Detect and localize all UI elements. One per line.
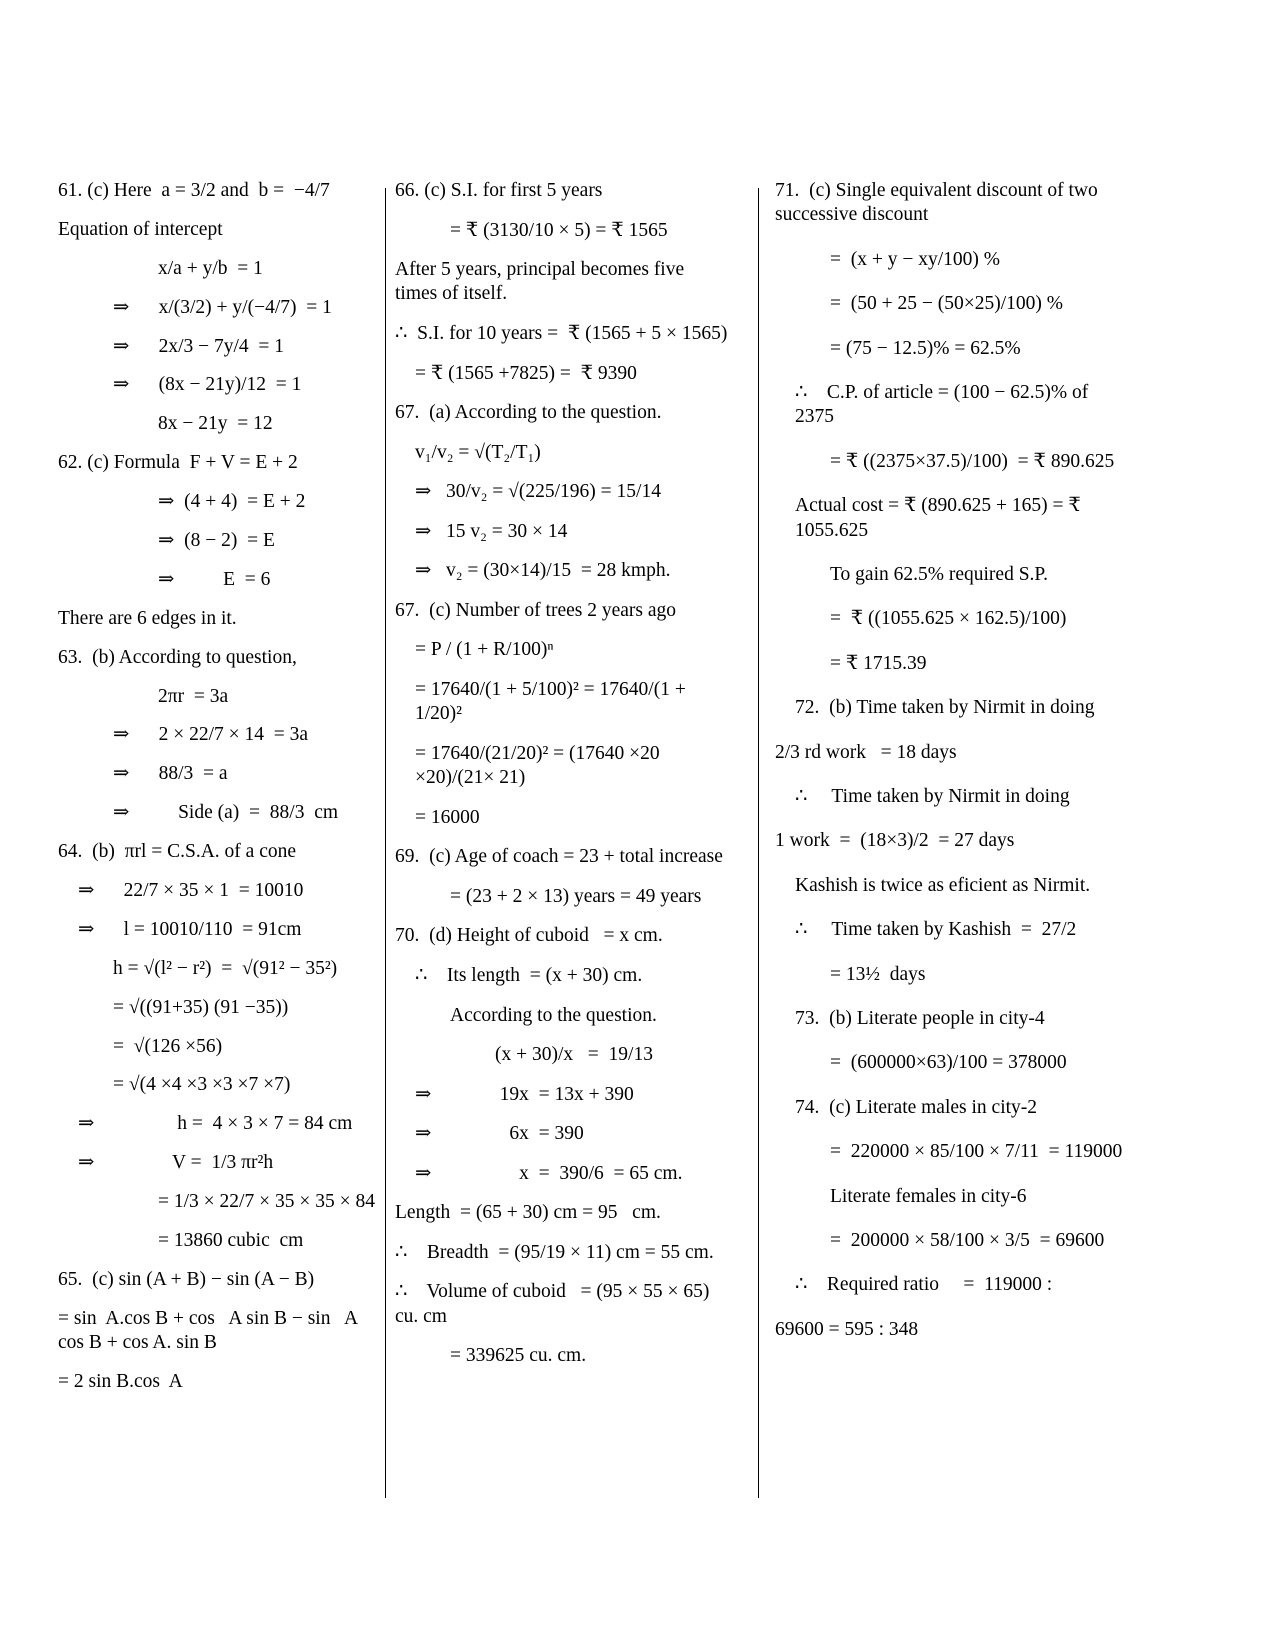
solution-line: 67. (c) Number of trees 2 years ago — [395, 599, 677, 621]
answer-column-3 — [775, 175, 1135, 1362]
solution-line: ⇒ 19x = 13x + 390 — [415, 1083, 634, 1105]
solution-line: = ₹ 1715.39 — [830, 652, 927, 674]
solution-line: = P / (1 + R/100)ⁿ — [415, 639, 554, 661]
solution-line: = ₹ ((2375×37.5)/100) = ₹ 890.625 — [830, 450, 1115, 472]
solution-line: ⇒ 2 × 22/7 × 14 = 3a — [113, 724, 309, 746]
solution-line: = ₹ ((1055.625 × 162.5)/100) — [830, 608, 1067, 630]
solution-line: ⇒ 6x = 390 — [415, 1123, 584, 1145]
solution-line: = 2 sin B.cos A — [58, 1371, 183, 1393]
solution-line: = 17640/(1 + 5/100)² = 17640/(1 + 1/20)² — [415, 678, 691, 725]
solution-line: 2/3 rd work = 18 days — [775, 741, 957, 763]
solution-line: = ₹ (3130/10 × 5) = ₹ 1565 — [450, 219, 668, 241]
solution-line: x/a + y/b = 1 — [158, 257, 263, 279]
solution-line: ⇒ h = 4 × 3 × 7 = 84 cm — [78, 1113, 353, 1135]
solution-line: ⇒ (8x − 21y)/12 = 1 — [113, 374, 302, 396]
solution-line: = ₹ (1565 +7825) = ₹ 9390 — [415, 362, 637, 384]
solution-line: ⇒ x = 390/6 = 65 cm. — [415, 1162, 683, 1184]
solution-line: Literate females in city-6 — [830, 1185, 1027, 1207]
solution-line: = 1/3 × 22/7 × 35 × 35 × 84 — [158, 1191, 375, 1213]
solution-line: = sin A.cos B + cos A sin B − sin A cos B + cos A. sin B — [58, 1307, 362, 1354]
solution-line: ⇒ (4 + 4) = E + 2 — [158, 491, 306, 513]
solution-line: 73. (b) Literate people in city-4 — [795, 1008, 1045, 1030]
solution-line: h = √(l² − r²) = √(91² − 35²) — [113, 957, 338, 979]
solution-line: 63. (b) According to question, — [58, 646, 297, 668]
solution-line: = √(126 ×56) — [113, 1035, 223, 1057]
solution-line: 67. (a) According to the question. — [395, 402, 662, 424]
solution-line: = (x + y − xy/100) % — [830, 248, 1001, 270]
solution-line: ⇒ Side (a) = 88/3 cm — [113, 802, 339, 824]
answer-column-1 — [58, 175, 378, 1409]
answer-column-2 — [395, 175, 730, 1384]
solution-line: 72. (b) Time taken by Nirmit in doing — [795, 697, 1095, 719]
solution-line: ⇒ E = 6 — [158, 568, 271, 590]
solution-line: ⇒ (8 − 2) = E — [158, 530, 275, 552]
solution-line: 70. (d) Height of cuboid = x cm. — [395, 925, 663, 947]
solution-line: = 13860 cubic cm — [158, 1230, 304, 1252]
solution-line: = (23 + 2 × 13) years = 49 years — [450, 885, 702, 907]
solution-line: = 17640/(21/20)² = (17640 ×20 ×20)/(21× 21) — [415, 742, 665, 789]
column-divider-2 — [758, 188, 759, 1498]
solution-line: ∴ Volume of cuboid = (95 × 55 × 65) cu. cm — [395, 1281, 720, 1327]
solution-line: ⇒ v₂ = (30×14)/15 = 28 kmph. — [415, 560, 671, 582]
solution-line: = 200000 × 58/100 × 3/5 = 69600 — [830, 1230, 1105, 1252]
solution-line: = (75 − 12.5)% = 62.5% — [830, 337, 1021, 359]
solution-line: ⇒ 2x/3 − 7y/4 = 1 — [113, 335, 285, 357]
solution-line: 2πr = 3a — [158, 685, 229, 707]
solution-line: 74. (c) Literate males in city-2 — [795, 1096, 1038, 1118]
solution-line: = 220000 × 85/100 × 7/11 = 119000 — [830, 1141, 1123, 1163]
solution-line: ⇒ 15 v₂ = 30 × 14 — [415, 520, 568, 542]
solution-line: 8x − 21y = 12 — [158, 413, 273, 435]
solution-line: After 5 years, principal becomes five times of itself. — [395, 259, 690, 305]
solution-line: Equation of intercept — [58, 218, 223, 240]
solution-line: ⇒ V = 1/3 πr²h — [78, 1152, 274, 1174]
solution-line: 1 work = (18×3)/2 = 27 days — [775, 830, 1015, 852]
solution-line: = 16000 — [415, 806, 480, 828]
solution-line: Actual cost = ₹ (890.625 + 165) = ₹ 1055.625 — [795, 495, 1086, 541]
solution-line: = (50 + 25 − (50×25)/100) % — [830, 293, 1064, 315]
solution-line: 61. (c) Here a = 3/2 and b = −4/7 — [58, 180, 330, 201]
solution-line: = (600000×63)/100 = 378000 — [830, 1052, 1067, 1074]
solution-line: = 339625 cu. cm. — [450, 1345, 587, 1367]
solution-line: ∴ Time taken by Nirmit in doing — [795, 786, 1070, 807]
solution-line: There are 6 edges in it. — [58, 607, 237, 629]
solution-line: To gain 62.5% required S.P. — [830, 563, 1048, 585]
solution-line: According to the question. — [450, 1004, 657, 1026]
solution-line: = √((91+35) (91 −35)) — [113, 996, 289, 1018]
solution-line: = 13½ days — [830, 963, 926, 985]
solution-line: ⇒ x/(3/2) + y/(−4/7) = 1 — [113, 296, 332, 318]
solution-line: v₁/v₂ = √(T₂/T₁) — [415, 441, 541, 463]
solution-line: 65. (c) sin (A + B) − sin (A − B) — [58, 1268, 315, 1290]
solution-line: ∴ S.I. for 10 years = ₹ (1565 + 5 × 1565) — [395, 323, 728, 345]
solution-line: ⇒ l = 10010/110 = 91cm — [78, 918, 302, 940]
solution-line: ∴ Its length = (x + 30) cm. — [415, 964, 643, 986]
column-divider-1 — [385, 188, 386, 1498]
solution-line: = √(4 ×4 ×3 ×3 ×7 ×7) — [113, 1074, 291, 1096]
solution-line: Length = (65 + 30) cm = 95 cm. — [395, 1202, 661, 1224]
solution-line: 69600 = 595 : 348 — [775, 1318, 919, 1340]
solution-line: 69. (c) Age of coach = 23 + total increase — [395, 846, 723, 868]
solution-line: ⇒ 22/7 × 35 × 1 = 10010 — [78, 880, 304, 902]
solution-line: (x + 30)/x = 19/13 — [495, 1044, 653, 1066]
solution-line: ⇒ 30/v₂ = √(225/196) = 15/14 — [415, 481, 661, 503]
solution-line: 66. (c) S.I. for first 5 years — [395, 180, 603, 201]
solution-line: ∴ C.P. of article = (100 − 62.5)% of 2375 — [795, 382, 1099, 428]
solution-line: Kashish is twice as eficient as Nirmit. — [795, 874, 1091, 896]
solution-line: 62. (c) Formula F + V = E + 2 — [58, 452, 298, 474]
solution-line: 64. (b) πrl = C.S.A. of a cone — [58, 841, 297, 863]
solution-line: ∴ Breadth = (95/19 × 11) cm = 55 cm. — [395, 1241, 714, 1263]
solution-line: ∴ Time taken by Kashish = 27/2 — [795, 919, 1077, 941]
solution-line: ∴ Required ratio = 119000 : — [795, 1274, 1053, 1296]
solution-line: 71. (c) Single equivalent discount of two successive discount — [775, 180, 1103, 226]
solution-line: ⇒ 88/3 = a — [113, 763, 228, 785]
